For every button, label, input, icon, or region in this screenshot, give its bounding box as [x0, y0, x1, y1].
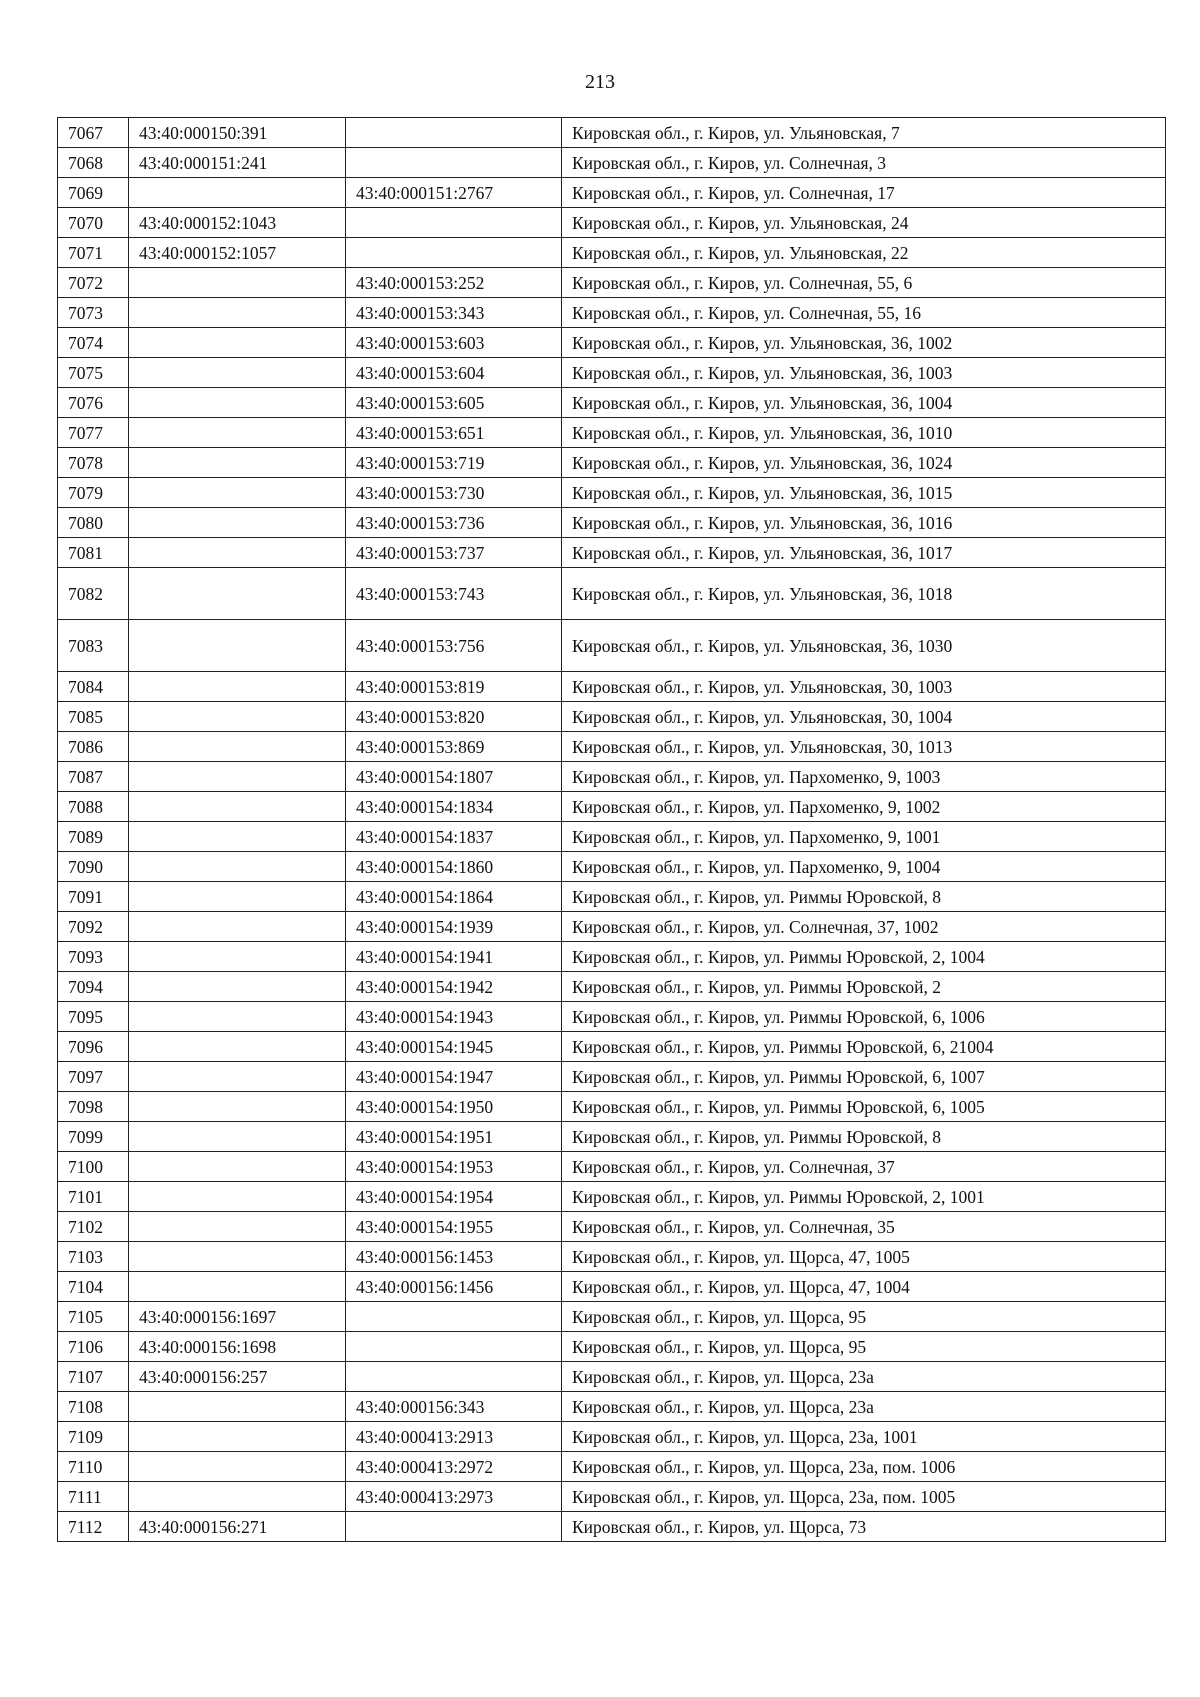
land-cadastral-number-cell [129, 388, 346, 418]
row-number-cell: 7091 [58, 882, 129, 912]
address-cell: Кировская обл., г. Киров, ул. Солнечная, 35 [562, 1212, 1166, 1242]
row-number-cell: 7069 [58, 178, 129, 208]
row-number-cell: 7107 [58, 1362, 129, 1392]
land-cadastral-number-cell [129, 1002, 346, 1032]
building-cadastral-number-cell: 43:40:000154:1941 [346, 942, 562, 972]
building-cadastral-number-cell: 43:40:000153:252 [346, 268, 562, 298]
land-cadastral-number-cell: 43:40:000156:1698 [129, 1332, 346, 1362]
table-row [58, 478, 1166, 508]
row-number-cell: 7086 [58, 732, 129, 762]
land-cadastral-number-cell [129, 1482, 346, 1512]
table-row [58, 538, 1166, 568]
address-cell: Кировская обл., г. Киров, ул. Щорса, 23а, пом. 1005 [562, 1482, 1166, 1512]
row-number-cell: 7102 [58, 1212, 129, 1242]
table-row [58, 178, 1166, 208]
row-number-cell: 7082 [58, 568, 129, 620]
land-cadastral-number-cell [129, 328, 346, 358]
row-number-cell: 7093 [58, 942, 129, 972]
address-cell: Кировская обл., г. Киров, ул. Солнечная, 3 [562, 148, 1166, 178]
building-cadastral-number-cell: 43:40:000154:1945 [346, 1032, 562, 1062]
land-cadastral-number-cell [129, 268, 346, 298]
table-row [58, 1152, 1166, 1182]
land-cadastral-number-cell: 43:40:000152:1043 [129, 208, 346, 238]
land-cadastral-number-cell [129, 672, 346, 702]
row-number-cell: 7101 [58, 1182, 129, 1212]
building-cadastral-number-cell: 43:40:000154:1950 [346, 1092, 562, 1122]
land-cadastral-number-cell [129, 1092, 346, 1122]
building-cadastral-number-cell: 43:40:000153:719 [346, 448, 562, 478]
table-row [58, 448, 1166, 478]
row-number-cell: 7110 [58, 1452, 129, 1482]
address-cell: Кировская обл., г. Киров, ул. Риммы Юровской, 8 [562, 1122, 1166, 1152]
row-number-cell: 7079 [58, 478, 129, 508]
land-cadastral-number-cell [129, 912, 346, 942]
table-row [58, 118, 1166, 148]
land-cadastral-number-cell [129, 178, 346, 208]
row-number-cell: 7106 [58, 1332, 129, 1362]
land-cadastral-number-cell: 43:40:000156:257 [129, 1362, 346, 1392]
land-cadastral-number-cell [129, 568, 346, 620]
land-cadastral-number-cell [129, 1422, 346, 1452]
table-row [58, 1512, 1166, 1542]
row-number-cell: 7077 [58, 418, 129, 448]
address-cell: Кировская обл., г. Киров, ул. Пархоменко, 9, 1004 [562, 852, 1166, 882]
building-cadastral-number-cell: 43:40:000153:605 [346, 388, 562, 418]
address-cell: Кировская обл., г. Киров, ул. Ульяновская, 36, 1024 [562, 448, 1166, 478]
table-row [58, 852, 1166, 882]
building-cadastral-number-cell [346, 1362, 562, 1392]
table-row [58, 418, 1166, 448]
row-number-cell: 7087 [58, 762, 129, 792]
building-cadastral-number-cell: 43:40:000154:1807 [346, 762, 562, 792]
address-cell: Кировская обл., г. Киров, ул. Солнечная, 17 [562, 178, 1166, 208]
building-cadastral-number-cell [346, 238, 562, 268]
row-number-cell: 7083 [58, 620, 129, 672]
table-row [58, 1212, 1166, 1242]
address-cell: Кировская обл., г. Киров, ул. Солнечная, 37 [562, 1152, 1166, 1182]
building-cadastral-number-cell: 43:40:000154:1939 [346, 912, 562, 942]
land-cadastral-number-cell [129, 1452, 346, 1482]
land-cadastral-number-cell [129, 478, 346, 508]
row-number-cell: 7111 [58, 1482, 129, 1512]
address-cell: Кировская обл., г. Киров, ул. Риммы Юровской, 6, 1006 [562, 1002, 1166, 1032]
table-row [58, 268, 1166, 298]
building-cadastral-number-cell: 43:40:000413:2972 [346, 1452, 562, 1482]
address-cell: Кировская обл., г. Киров, ул. Ульяновская, 7 [562, 118, 1166, 148]
address-cell: Кировская обл., г. Киров, ул. Щорса, 23а, пом. 1006 [562, 1452, 1166, 1482]
building-cadastral-number-cell [346, 1332, 562, 1362]
row-number-cell: 7104 [58, 1272, 129, 1302]
table-row [58, 328, 1166, 358]
address-cell: Кировская обл., г. Киров, ул. Ульяновская, 36, 1003 [562, 358, 1166, 388]
address-cell: Кировская обл., г. Киров, ул. Солнечная, 55, 16 [562, 298, 1166, 328]
row-number-cell: 7074 [58, 328, 129, 358]
land-cadastral-number-cell: 43:40:000152:1057 [129, 238, 346, 268]
land-cadastral-number-cell [129, 1212, 346, 1242]
land-cadastral-number-cell [129, 508, 346, 538]
address-cell: Кировская обл., г. Киров, ул. Щорса, 23а [562, 1362, 1166, 1392]
table-row [58, 1302, 1166, 1332]
land-cadastral-number-cell [129, 732, 346, 762]
address-cell: Кировская обл., г. Киров, ул. Ульяновская, 30, 1004 [562, 702, 1166, 732]
table-row [58, 762, 1166, 792]
row-number-cell: 7075 [58, 358, 129, 388]
building-cadastral-number-cell: 43:40:000153:869 [346, 732, 562, 762]
row-number-cell: 7090 [58, 852, 129, 882]
table-row [58, 1422, 1166, 1452]
row-number-cell: 7109 [58, 1422, 129, 1452]
row-number-cell: 7088 [58, 792, 129, 822]
land-cadastral-number-cell [129, 620, 346, 672]
address-cell: Кировская обл., г. Киров, ул. Пархоменко, 9, 1001 [562, 822, 1166, 852]
address-cell: Кировская обл., г. Киров, ул. Риммы Юровской, 6, 1007 [562, 1062, 1166, 1092]
address-cell: Кировская обл., г. Киров, ул. Ульяновская, 36, 1017 [562, 538, 1166, 568]
land-cadastral-number-cell [129, 762, 346, 792]
table-row [58, 822, 1166, 852]
registry-table [57, 117, 1166, 1542]
row-number-cell: 7078 [58, 448, 129, 478]
land-cadastral-number-cell [129, 1032, 346, 1062]
building-cadastral-number-cell: 43:40:000154:1864 [346, 882, 562, 912]
land-cadastral-number-cell [129, 538, 346, 568]
table-row [58, 238, 1166, 268]
address-cell: Кировская обл., г. Киров, ул. Ульяновская, 36, 1018 [562, 568, 1166, 620]
table-row [58, 508, 1166, 538]
land-cadastral-number-cell [129, 1272, 346, 1302]
table-row [58, 1242, 1166, 1272]
row-number-cell: 7085 [58, 702, 129, 732]
land-cadastral-number-cell [129, 852, 346, 882]
row-number-cell: 7070 [58, 208, 129, 238]
table-row [58, 972, 1166, 1002]
address-cell: Кировская обл., г. Киров, ул. Щорса, 95 [562, 1302, 1166, 1332]
row-number-cell: 7095 [58, 1002, 129, 1032]
table-row [58, 1272, 1166, 1302]
address-cell: Кировская обл., г. Киров, ул. Пархоменко, 9, 1002 [562, 792, 1166, 822]
building-cadastral-number-cell [346, 118, 562, 148]
land-cadastral-number-cell: 43:40:000151:241 [129, 148, 346, 178]
building-cadastral-number-cell: 43:40:000153:651 [346, 418, 562, 448]
row-number-cell: 7097 [58, 1062, 129, 1092]
building-cadastral-number-cell: 43:40:000154:1955 [346, 1212, 562, 1242]
row-number-cell: 7094 [58, 972, 129, 1002]
table-row [58, 1122, 1166, 1152]
table-row [58, 1452, 1166, 1482]
table-row [58, 620, 1166, 672]
building-cadastral-number-cell: 43:40:000153:756 [346, 620, 562, 672]
land-cadastral-number-cell [129, 298, 346, 328]
building-cadastral-number-cell: 43:40:000151:2767 [346, 178, 562, 208]
address-cell: Кировская обл., г. Киров, ул. Риммы Юровской, 2, 1001 [562, 1182, 1166, 1212]
address-cell: Кировская обл., г. Киров, ул. Солнечная, 55, 6 [562, 268, 1166, 298]
address-cell: Кировская обл., г. Киров, ул. Ульяновская, 36, 1010 [562, 418, 1166, 448]
address-cell: Кировская обл., г. Киров, ул. Щорса, 95 [562, 1332, 1166, 1362]
address-cell: Кировская обл., г. Киров, ул. Ульяновская, 22 [562, 238, 1166, 268]
row-number-cell: 7071 [58, 238, 129, 268]
land-cadastral-number-cell: 43:40:000150:391 [129, 118, 346, 148]
address-cell: Кировская обл., г. Киров, ул. Риммы Юровской, 6, 1005 [562, 1092, 1166, 1122]
table-row [58, 1482, 1166, 1512]
row-number-cell: 7099 [58, 1122, 129, 1152]
address-cell: Кировская обл., г. Киров, ул. Ульяновская, 36, 1004 [562, 388, 1166, 418]
table-row [58, 298, 1166, 328]
building-cadastral-number-cell: 43:40:000154:1951 [346, 1122, 562, 1152]
building-cadastral-number-cell: 43:40:000153:820 [346, 702, 562, 732]
table-row [58, 1392, 1166, 1422]
table-row [58, 882, 1166, 912]
row-number-cell: 7096 [58, 1032, 129, 1062]
row-number-cell: 7073 [58, 298, 129, 328]
row-number-cell: 7084 [58, 672, 129, 702]
building-cadastral-number-cell: 43:40:000154:1943 [346, 1002, 562, 1032]
land-cadastral-number-cell [129, 1062, 346, 1092]
building-cadastral-number-cell: 43:40:000153:743 [346, 568, 562, 620]
table-row [58, 1062, 1166, 1092]
building-cadastral-number-cell: 43:40:000413:2973 [346, 1482, 562, 1512]
address-cell: Кировская обл., г. Киров, ул. Солнечная, 37, 1002 [562, 912, 1166, 942]
address-cell: Кировская обл., г. Киров, ул. Ульяновская, 36, 1016 [562, 508, 1166, 538]
table-row [58, 568, 1166, 620]
address-cell: Кировская обл., г. Киров, ул. Ульяновская, 36, 1002 [562, 328, 1166, 358]
address-cell: Кировская обл., г. Киров, ул. Ульяновская, 36, 1015 [562, 478, 1166, 508]
row-number-cell: 7100 [58, 1152, 129, 1182]
building-cadastral-number-cell [346, 148, 562, 178]
building-cadastral-number-cell: 43:40:000153:343 [346, 298, 562, 328]
address-cell: Кировская обл., г. Киров, ул. Щорса, 23а, 1001 [562, 1422, 1166, 1452]
land-cadastral-number-cell [129, 792, 346, 822]
registry-table-body [58, 118, 1166, 1542]
table-row [58, 1182, 1166, 1212]
building-cadastral-number-cell: 43:40:000154:1953 [346, 1152, 562, 1182]
land-cadastral-number-cell [129, 358, 346, 388]
building-cadastral-number-cell: 43:40:000153:603 [346, 328, 562, 358]
building-cadastral-number-cell: 43:40:000154:1942 [346, 972, 562, 1002]
row-number-cell: 7081 [58, 538, 129, 568]
page-number: 213 [585, 71, 615, 93]
building-cadastral-number-cell: 43:40:000154:1947 [346, 1062, 562, 1092]
address-cell: Кировская обл., г. Киров, ул. Ульяновская, 30, 1013 [562, 732, 1166, 762]
table-row [58, 1092, 1166, 1122]
table-row [58, 732, 1166, 762]
table-row [58, 912, 1166, 942]
land-cadastral-number-cell [129, 822, 346, 852]
building-cadastral-number-cell: 43:40:000156:1456 [346, 1272, 562, 1302]
row-number-cell: 7098 [58, 1092, 129, 1122]
address-cell: Кировская обл., г. Киров, ул. Ульяновская, 24 [562, 208, 1166, 238]
building-cadastral-number-cell: 43:40:000153:736 [346, 508, 562, 538]
land-cadastral-number-cell: 43:40:000156:271 [129, 1512, 346, 1542]
address-cell: Кировская обл., г. Киров, ул. Ульяновская, 36, 1030 [562, 620, 1166, 672]
row-number-cell: 7112 [58, 1512, 129, 1542]
building-cadastral-number-cell: 43:40:000154:1837 [346, 822, 562, 852]
land-cadastral-number-cell [129, 1182, 346, 1212]
row-number-cell: 7105 [58, 1302, 129, 1332]
building-cadastral-number-cell: 43:40:000154:1954 [346, 1182, 562, 1212]
address-cell: Кировская обл., г. Киров, ул. Щорса, 47, 1005 [562, 1242, 1166, 1272]
table-row [58, 388, 1166, 418]
land-cadastral-number-cell [129, 942, 346, 972]
building-cadastral-number-cell: 43:40:000156:343 [346, 1392, 562, 1422]
land-cadastral-number-cell [129, 882, 346, 912]
row-number-cell: 7108 [58, 1392, 129, 1422]
building-cadastral-number-cell: 43:40:000153:730 [346, 478, 562, 508]
row-number-cell: 7080 [58, 508, 129, 538]
row-number-cell: 7089 [58, 822, 129, 852]
land-cadastral-number-cell [129, 1242, 346, 1272]
table-row [58, 702, 1166, 732]
address-cell: Кировская обл., г. Киров, ул. Риммы Юровской, 6, 21004 [562, 1032, 1166, 1062]
row-number-cell: 7092 [58, 912, 129, 942]
land-cadastral-number-cell [129, 448, 346, 478]
table-row [58, 1002, 1166, 1032]
building-cadastral-number-cell [346, 208, 562, 238]
building-cadastral-number-cell: 43:40:000153:819 [346, 672, 562, 702]
row-number-cell: 7072 [58, 268, 129, 298]
table-row [58, 148, 1166, 178]
land-cadastral-number-cell [129, 1152, 346, 1182]
land-cadastral-number-cell [129, 702, 346, 732]
land-cadastral-number-cell [129, 972, 346, 1002]
address-cell: Кировская обл., г. Киров, ул. Пархоменко, 9, 1003 [562, 762, 1166, 792]
building-cadastral-number-cell [346, 1302, 562, 1332]
building-cadastral-number-cell [346, 1512, 562, 1542]
row-number-cell: 7103 [58, 1242, 129, 1272]
building-cadastral-number-cell: 43:40:000413:2913 [346, 1422, 562, 1452]
address-cell: Кировская обл., г. Киров, ул. Риммы Юровской, 8 [562, 882, 1166, 912]
table-row [58, 208, 1166, 238]
building-cadastral-number-cell: 43:40:000154:1834 [346, 792, 562, 822]
building-cadastral-number-cell: 43:40:000156:1453 [346, 1242, 562, 1272]
land-cadastral-number-cell [129, 1122, 346, 1152]
land-cadastral-number-cell [129, 418, 346, 448]
building-cadastral-number-cell: 43:40:000153:604 [346, 358, 562, 388]
address-cell: Кировская обл., г. Киров, ул. Риммы Юровской, 2, 1004 [562, 942, 1166, 972]
row-number-cell: 7076 [58, 388, 129, 418]
table-row [58, 792, 1166, 822]
table-row [58, 1032, 1166, 1062]
table-row [58, 942, 1166, 972]
address-cell: Кировская обл., г. Киров, ул. Щорса, 73 [562, 1512, 1166, 1542]
address-cell: Кировская обл., г. Киров, ул. Риммы Юровской, 2 [562, 972, 1166, 1002]
building-cadastral-number-cell: 43:40:000153:737 [346, 538, 562, 568]
table-row [58, 358, 1166, 388]
building-cadastral-number-cell: 43:40:000154:1860 [346, 852, 562, 882]
table-row [58, 1332, 1166, 1362]
land-cadastral-number-cell [129, 1392, 346, 1422]
table-row [58, 1362, 1166, 1392]
row-number-cell: 7068 [58, 148, 129, 178]
land-cadastral-number-cell: 43:40:000156:1697 [129, 1302, 346, 1332]
table-row [58, 672, 1166, 702]
address-cell: Кировская обл., г. Киров, ул. Ульяновская, 30, 1003 [562, 672, 1166, 702]
row-number-cell: 7067 [58, 118, 129, 148]
address-cell: Кировская обл., г. Киров, ул. Щорса, 47, 1004 [562, 1272, 1166, 1302]
address-cell: Кировская обл., г. Киров, ул. Щорса, 23а [562, 1392, 1166, 1422]
